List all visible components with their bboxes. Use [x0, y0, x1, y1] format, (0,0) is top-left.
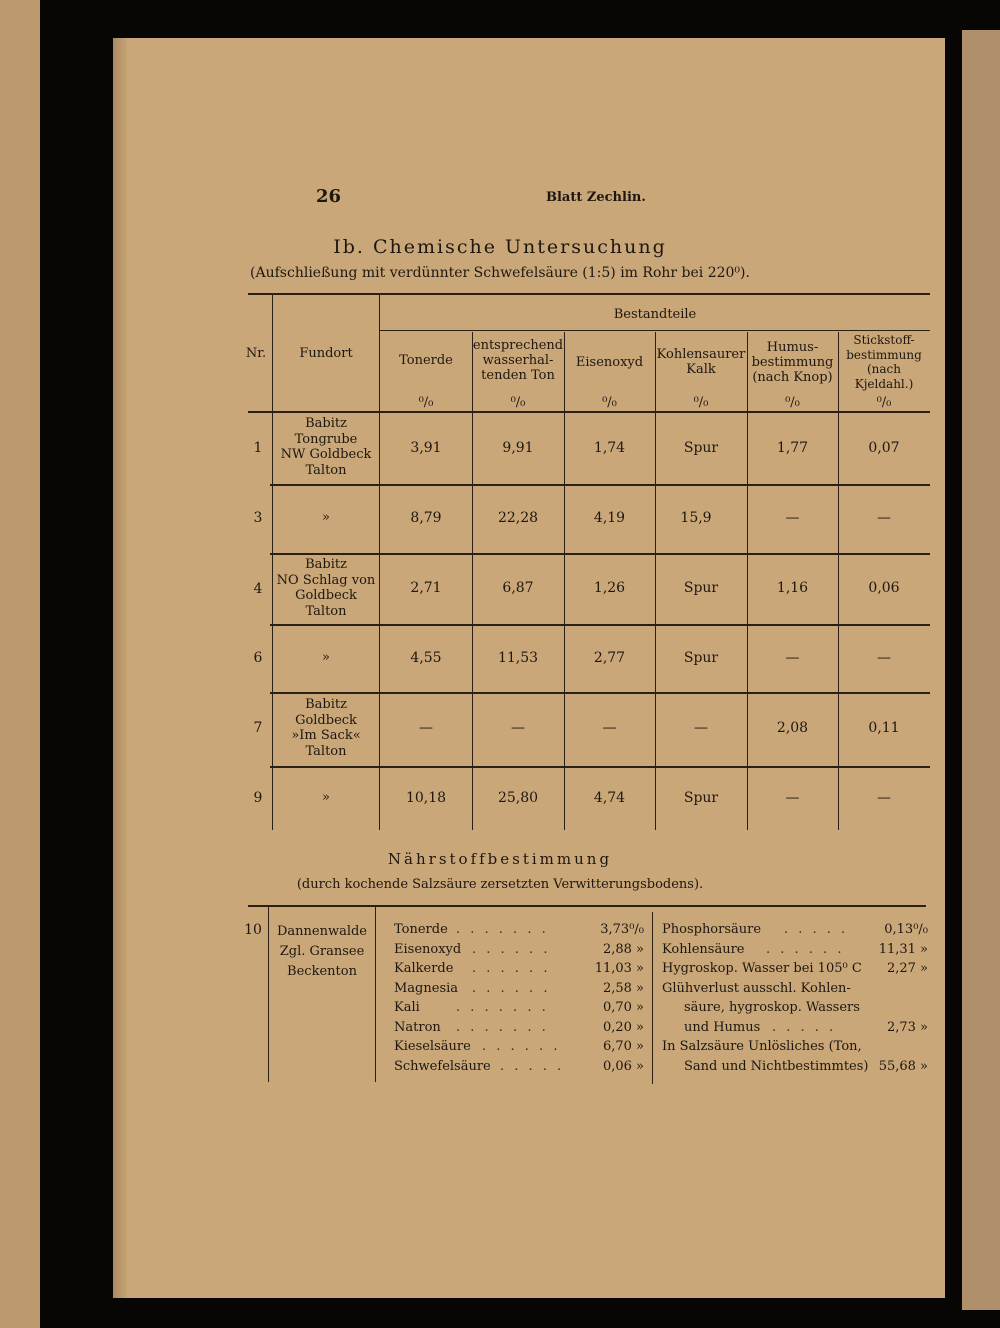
fundort-line: »: [322, 650, 330, 665]
header-bottom-rule: [248, 411, 930, 413]
right-page-edge: [962, 30, 1000, 1310]
cell-ton: 25,80: [497, 790, 539, 806]
fundort-line: Goldbeck: [295, 588, 357, 603]
cell-eisenoxyd: 1,26: [593, 580, 626, 596]
nutrient-dots: . . . . . .: [482, 1039, 561, 1054]
section2-title: Nährstoffbestimmung: [387, 850, 613, 868]
row-nr: 6: [253, 650, 263, 666]
fundort-line: Tongrube: [294, 431, 358, 447]
header-humus-line2: bestimmung: [751, 355, 834, 370]
header-stickstoff-line1: Stickstoff-: [853, 333, 915, 347]
section2-divider-middle: [652, 912, 653, 1084]
cell-humus: 2,08: [776, 720, 809, 736]
row-rule-2: [270, 553, 930, 555]
nutrient-label: Hygroskop. Wasser bei 105⁰ C: [662, 961, 862, 976]
cell-tonerde: 2,71: [410, 580, 442, 596]
nutrient-label: Tonerde: [394, 922, 448, 937]
cell-kalk: Spur: [683, 580, 719, 596]
header-ton: [472, 338, 564, 383]
header-kalk: [655, 347, 747, 377]
row-fundort: [276, 697, 376, 759]
header-humus: [747, 340, 838, 385]
nutrient-label: Schwefelsäure: [394, 1058, 491, 1074]
nutrient-label: In Salzsäure Unlösliches (Ton,: [662, 1039, 862, 1054]
nutrient-dots: . . . . . .: [472, 980, 551, 996]
row-rule-4: [270, 692, 930, 694]
nutrient-dots: . . . . .: [500, 1058, 565, 1074]
cell-stickstoff: —: [877, 510, 891, 526]
cell-humus: 1,77: [776, 440, 809, 456]
page: [113, 38, 945, 1298]
cell-eisenoxyd: —: [602, 720, 617, 736]
nutrient-label: Magnesia: [394, 980, 459, 996]
header-nr: Nr.: [245, 346, 267, 361]
fundort-line: Dannenwalde: [276, 924, 368, 939]
cell-kalk: —: [694, 720, 708, 736]
section2-fundort: [272, 922, 372, 982]
nutrient-dots: . . . . . . .: [456, 1019, 549, 1035]
fundort-line: »: [322, 790, 330, 805]
fundort-line: Talton: [305, 462, 347, 478]
row-fundort: [276, 510, 376, 526]
cell-humus: —: [785, 650, 800, 666]
fundort-line: »: [322, 510, 330, 525]
cell-stickstoff: 0,07: [868, 440, 900, 456]
nutrient-dots: . . . . . .: [472, 941, 551, 957]
cell-tonerde: 4,55: [410, 650, 442, 666]
row-nr: 9: [253, 790, 263, 806]
cell-ton: 9,91: [502, 440, 534, 456]
header-tonerde: Tonerde: [399, 353, 453, 368]
bestandteile-rule: [380, 330, 930, 331]
nutrient-value: 3,73⁰/₀: [600, 922, 644, 937]
cell-ton: 22,28: [497, 510, 539, 526]
cell-kalk: Spur: [683, 440, 719, 456]
nutrient-value: 2,73 »: [886, 1019, 928, 1035]
cell-kalk: Spur: [683, 790, 719, 806]
unit-kalk: ⁰/₀: [693, 395, 709, 410]
nutrient-label: Natron: [394, 1019, 441, 1035]
section2-subtitle: (durch kochende Salzsäure zersetzten Verwitterungsbodens).: [296, 877, 704, 892]
cell-stickstoff: 0,06: [868, 580, 900, 596]
header-ton-line1: entsprechend: [472, 338, 564, 353]
nutrient-label: säure, hygroskop. Wassers: [684, 1000, 860, 1015]
fundort-line: Talton: [305, 743, 347, 759]
nutrient-label: und Humus: [684, 1019, 761, 1035]
col-divider-fundort: [379, 295, 380, 830]
cell-ton: 6,87: [502, 580, 534, 596]
fundort-line: Zgl. Gransee: [279, 944, 365, 959]
nutrient-label: Kali: [394, 1000, 420, 1015]
nutrient-value: 11,31 »: [878, 941, 928, 957]
nutrient-value: 2,88 »: [602, 941, 644, 957]
fundort-line: Babitz: [305, 557, 347, 572]
nutrient-label: Sand und Nichtbestimmtes): [684, 1058, 869, 1074]
cell-humus: —: [785, 510, 800, 526]
cell-eisenoxyd: 2,77: [593, 650, 626, 666]
cell-eisenoxyd: 4,74: [593, 790, 626, 806]
header-humus-line1: Humus-: [766, 340, 819, 355]
col-divider-nr: [272, 295, 273, 830]
unit-humus: ⁰/₀: [785, 395, 800, 410]
page-gutter: [113, 38, 127, 1298]
cell-tonerde: 8,79: [410, 510, 442, 526]
header-stickstoff-line2: bestimmung: [846, 347, 922, 362]
nutrient-value: 55,68 »: [878, 1058, 928, 1074]
cell-eisenoxyd: 4,19: [593, 510, 626, 526]
unit-ton: ⁰/₀: [510, 395, 526, 410]
nutrient-value: 0,20 »: [602, 1019, 644, 1035]
nutrient-dots: . . . . . . .: [456, 1000, 549, 1015]
header-kalk-line2: Kalk: [686, 362, 716, 377]
fundort-line: Babitz: [305, 697, 347, 712]
cell-ton: 11,53: [497, 650, 539, 666]
nutrient-label: Phosphorsäure: [662, 922, 762, 937]
section1-title: Ib. Chemische Untersuchung: [333, 236, 667, 258]
unit-eisenoxyd: ⁰/₀: [602, 395, 617, 410]
header-eisenoxyd: Eisenoxyd: [575, 355, 644, 370]
row-fundort: [276, 650, 376, 666]
nutrient-value: 0,13⁰/₀: [884, 922, 928, 937]
nutrient-dots: . . . . . .: [472, 961, 551, 976]
row-fundort: [276, 416, 376, 478]
nutrient-label: Kohlensäure: [662, 941, 745, 957]
header-ton-line3: tenden Ton: [481, 368, 555, 383]
nutrient-label: Eisenoxyd: [394, 941, 462, 957]
section2-divider-nr: [268, 907, 269, 1082]
section2-divider-fundort: [375, 907, 376, 1082]
cell-humus: —: [785, 790, 800, 806]
header-stickstoff: [838, 333, 930, 391]
section2-nr: 10: [244, 922, 262, 938]
row-fundort: [276, 790, 376, 806]
header-bestandteile: Bestandteile: [613, 307, 697, 322]
row-rule-3: [270, 624, 930, 626]
fundort-line: Beckenton: [287, 964, 357, 979]
fundort-line: Talton: [305, 603, 347, 619]
nutrient-value: 0,70 »: [602, 1000, 644, 1015]
row-fundort: [276, 557, 376, 619]
cell-humus: 1,16: [776, 580, 809, 596]
header-stickstoff-line4: Kjeldahl.): [854, 376, 914, 391]
nutrient-dots: . . . . .: [784, 922, 849, 937]
nutrient-dots: . . . . .: [772, 1019, 837, 1035]
section1-subtitle: (Aufschließung mit verdünnter Schwefelsäure (1:5) im Rohr bei 220⁰).: [250, 265, 750, 281]
cell-stickstoff: 0,11: [868, 720, 900, 736]
fundort-line: Babitz: [305, 416, 347, 431]
unit-tonerde: ⁰/₀: [418, 395, 434, 410]
header-fundort: Fundort: [299, 346, 353, 361]
nutrient-value: 2,58 »: [602, 980, 644, 996]
nutrient-label: Glühverlust ausschl. Kohlen-: [662, 980, 851, 996]
header-kalk-line1: Kohlensaurer: [656, 347, 746, 362]
row-rule-1: [270, 484, 930, 486]
header-ton-line2: wasserhal-: [482, 353, 554, 368]
row-nr: 7: [253, 720, 263, 736]
cell-tonerde: 3,91: [410, 440, 442, 456]
section2-top-rule: [248, 905, 926, 907]
left-page-edge: [0, 0, 40, 1328]
row-nr: 3: [253, 510, 263, 526]
nutrient-value: 0,06 »: [602, 1058, 644, 1074]
cell-ton: —: [511, 720, 525, 736]
cell-eisenoxyd: 1,74: [593, 440, 626, 456]
cell-tonerde: 10,18: [405, 790, 447, 806]
fundort-line: NW Goldbeck: [280, 447, 372, 462]
cell-stickstoff: —: [877, 650, 891, 666]
header-stickstoff-line3: (nach: [866, 362, 901, 376]
fundort-line: »Im Sack«: [291, 728, 361, 743]
row-nr: 4: [253, 581, 263, 597]
nutrient-value: 11,03 »: [594, 961, 644, 976]
nutrient-value: 2,27 »: [886, 961, 928, 976]
nutrient-label: Kalkerde: [394, 961, 454, 976]
cell-kalk: 15,9: [680, 510, 712, 526]
fundort-line: Goldbeck: [295, 712, 357, 728]
running-title: Blatt Zechlin.: [546, 190, 646, 205]
cell-tonerde: —: [419, 720, 433, 736]
header-humus-line3: (nach Knop): [752, 370, 833, 385]
nutrient-dots: . . . . . .: [766, 941, 845, 957]
row-nr: 1: [253, 440, 263, 456]
nutrient-dots: . . . . . . .: [456, 922, 549, 937]
fundort-line: NO Schlag von: [276, 572, 376, 588]
unit-stickstoff: ⁰/₀: [876, 395, 892, 410]
cell-stickstoff: —: [877, 790, 891, 806]
table-top-rule: [248, 293, 930, 295]
cell-kalk: Spur: [683, 650, 719, 666]
page-number: 26: [316, 186, 342, 207]
nutrient-value: 6,70 »: [602, 1039, 644, 1054]
row-rule-5: [270, 766, 930, 768]
nutrient-label: Kieselsäure: [394, 1039, 471, 1054]
